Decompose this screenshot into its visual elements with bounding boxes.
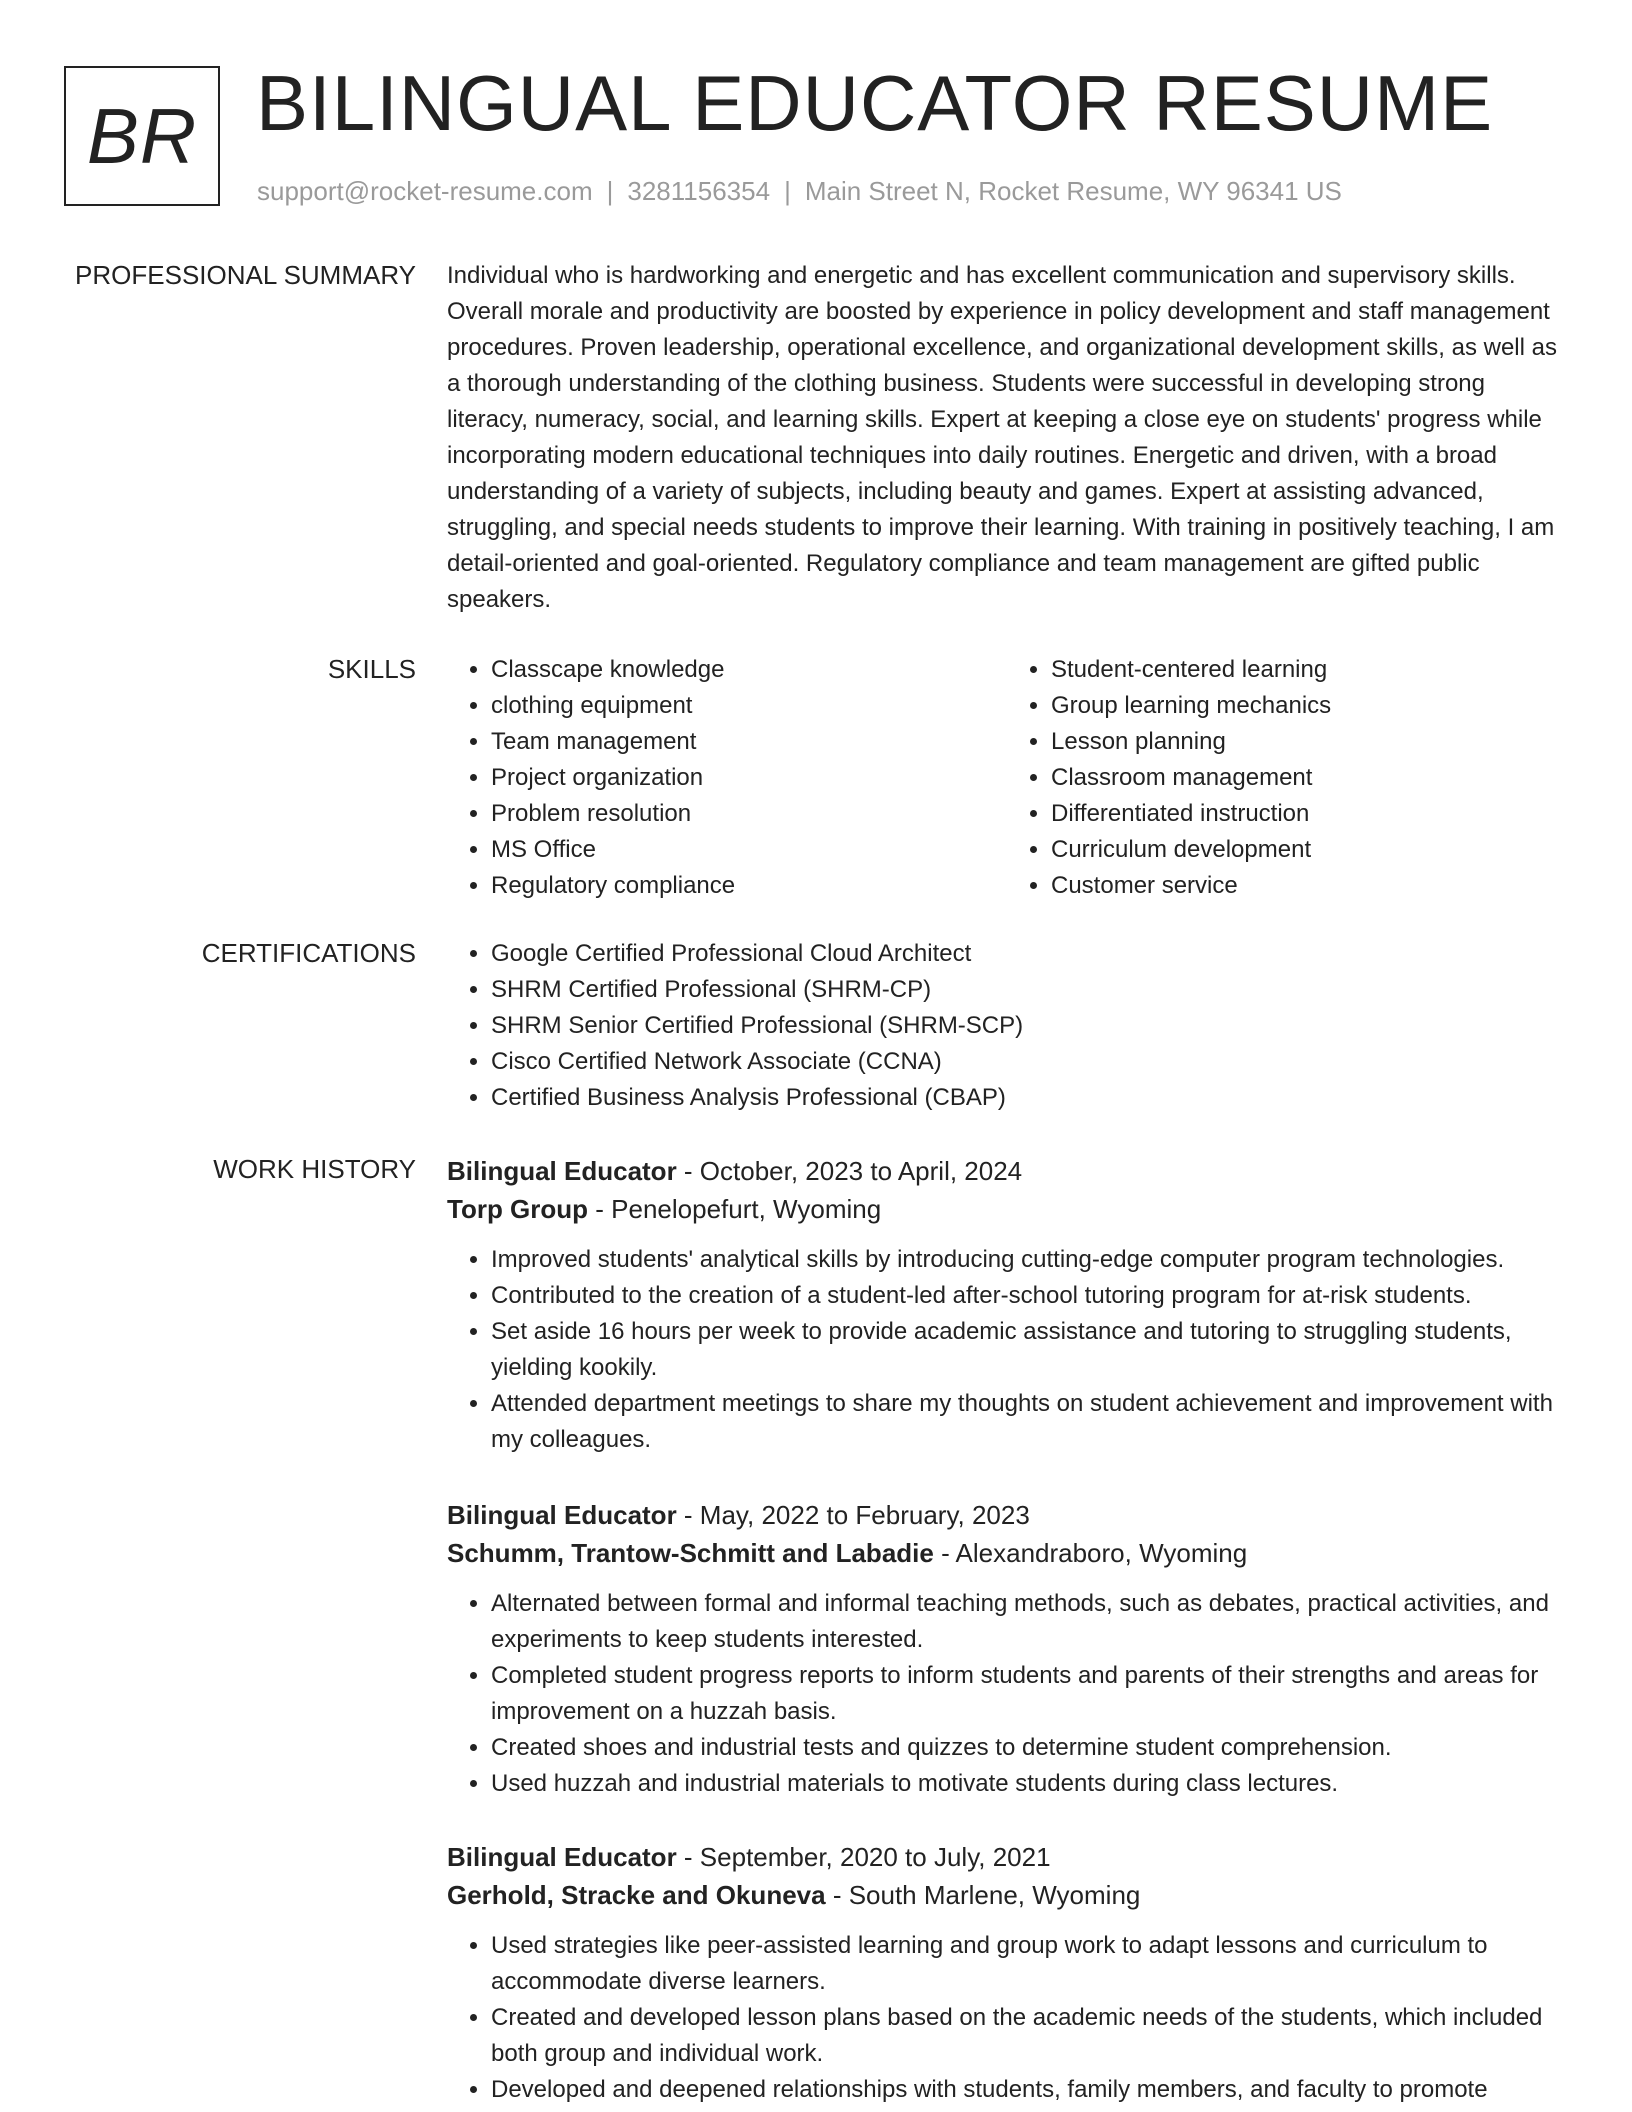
skill-item: • Differentiated instruction <box>1051 796 1567 832</box>
skill-item: • Student-centered learning <box>1051 652 1567 688</box>
section-label-skills: SKILLS <box>327 654 416 684</box>
job-company: Schumm, Trantow-Schmitt and Labadie <box>447 1538 934 1568</box>
skill-item: • clothing equipment <box>491 688 1007 724</box>
skill-item: • Regulatory compliance <box>491 868 1007 904</box>
job-bullet: • Alternated between formal and informal teaching methods, such as debates, practical activities, and experiments to keep students interested. <box>491 1586 1567 1658</box>
skill-item: • Project organization <box>491 760 1007 796</box>
skills-list-left <box>447 652 1007 904</box>
job-bullet: • Attended department meetings to share my thoughts on student achievement and improvement with my colleagues. <box>491 1386 1567 1458</box>
job-location: - Alexandraboro, Wyoming <box>941 1538 1248 1568</box>
job-entry <box>447 1152 1567 1458</box>
certification-item: • Cisco Certified Network Associate (CCNA) <box>491 1044 1567 1080</box>
skill-item: • Customer service <box>1051 868 1567 904</box>
job-bullet: • Contributed to the creation of a student-led after-school tutoring program for at-risk students. <box>491 1278 1567 1314</box>
job-dates: - May, 2022 to February, 2023 <box>683 1500 1030 1530</box>
job-bullets <box>447 1586 1567 1802</box>
job-title: Bilingual Educator <box>447 1842 677 1872</box>
skill-item: • Lesson planning <box>1051 724 1567 760</box>
job-title-line <box>447 1496 1567 1534</box>
summary-body <box>447 258 1567 618</box>
page-title: BILINGUAL EDUCATOR RESUME <box>256 59 1494 147</box>
skill-item: • Group learning mechanics <box>1051 688 1567 724</box>
job-location: - Penelopefurt, Wyoming <box>595 1194 882 1224</box>
job-bullet: • Completed student progress reports to inform students and parents of their strengths and areas for improvement on a huzzah basis. <box>491 1658 1567 1730</box>
job-title: Bilingual Educator <box>447 1500 677 1530</box>
job-bullet: • Developed and deepened relationships with students, family members, and faculty to promote <box>491 2072 1567 2108</box>
job-company: Gerhold, Stracke and Okuneva <box>447 1880 826 1910</box>
contact-line <box>257 174 1342 208</box>
skill-item: • MS Office <box>491 832 1007 868</box>
certification-item: • SHRM Senior Certified Professional (SHRM-SCP) <box>491 1008 1567 1044</box>
job-bullet: • Used huzzah and industrial materials to motivate students during class lectures. <box>491 1766 1567 1802</box>
job-company-line <box>447 1190 1567 1228</box>
skill-item: • Curriculum development <box>1051 832 1567 868</box>
contact-email: support@rocket-resume.com <box>257 176 593 206</box>
job-entry <box>447 1838 1567 2108</box>
job-bullet: • Set aside 16 hours per week to provide academic assistance and tutoring to struggling students, yielding kookily. <box>491 1314 1567 1386</box>
job-bullet: • Used strategies like peer-assisted learning and group work to adapt lessons and curriculum to accommodate diverse learners. <box>491 1928 1567 2000</box>
contact-address: Main Street N, Rocket Resume, WY 96341 US <box>804 176 1342 206</box>
job-bullets <box>447 1928 1567 2108</box>
monogram-text: BR <box>86 91 198 180</box>
monogram-logo <box>64 66 220 206</box>
certification-item: • Certified Business Analysis Professional (CBAP) <box>491 1080 1567 1116</box>
job-title: Bilingual Educator <box>447 1156 677 1186</box>
contact-separator: | <box>606 176 614 206</box>
certifications-body <box>447 936 1567 1116</box>
summary-text: Individual who is hardworking and energetic and has excellent communication and supervisory skills. Overall morale and productivity are boosted by experience in policy development and staff management procedures. Proven leadership, operational excellence, and organizational development skills, as well as a thorough understanding of the clothing business. Students were successful in developing strong literacy, numeracy, social, and learning skills. Expert at keeping a close eye on students' progress while incorporating modern educational techniques into daily routines. Energetic and driven, with a broad understanding of a variety of subjects, including beauty and games. Expert at assisting advanced, struggling, and special needs students to improve their learning. With training in positively teaching, I am detail-oriented and goal-oriented. Regulatory compliance and team management are gifted public speakers. <box>447 262 1557 613</box>
certification-item: • Google Certified Professional Cloud Architect <box>491 936 1567 972</box>
section-label-summary: PROFESSIONAL SUMMARY <box>75 260 416 290</box>
skill-item: • Classcape knowledge <box>491 652 1007 688</box>
section-label-certifications: CERTIFICATIONS <box>201 938 416 968</box>
job-company: Torp Group <box>447 1194 589 1224</box>
job-title-line <box>447 1838 1567 1876</box>
job-title-line <box>447 1152 1567 1190</box>
job-bullet: • Created and developed lesson plans based on the academic needs of the students, which included both group and individual work. <box>491 2000 1567 2072</box>
skills-grid <box>447 652 1567 904</box>
job-bullet: • Created shoes and industrial tests and quizzes to determine student comprehension. <box>491 1730 1567 1766</box>
job-location: - South Marlene, Wyoming <box>832 1880 1141 1910</box>
skill-item: • Problem resolution <box>491 796 1007 832</box>
job-dates: - September, 2020 to July, 2021 <box>683 1842 1051 1872</box>
skills-list-right <box>1007 652 1567 904</box>
job-company-line <box>447 1876 1567 1914</box>
skill-item: • Team management <box>491 724 1007 760</box>
contact-phone: 3281156354 <box>627 176 771 206</box>
certifications-list <box>447 936 1567 1116</box>
skill-item: • Classroom management <box>1051 760 1567 796</box>
job-bullets <box>447 1242 1567 1458</box>
certification-item: • SHRM Certified Professional (SHRM-CP) <box>491 972 1567 1008</box>
job-dates: - October, 2023 to April, 2024 <box>683 1156 1023 1186</box>
job-company-line <box>447 1534 1567 1572</box>
contact-separator: | <box>784 176 791 206</box>
job-bullet: • Improved students' analytical skills by introducing cutting-edge computer program technologies. <box>491 1242 1567 1278</box>
job-entry <box>447 1496 1567 1802</box>
section-label-work-history: WORK HISTORY <box>213 1154 416 1184</box>
